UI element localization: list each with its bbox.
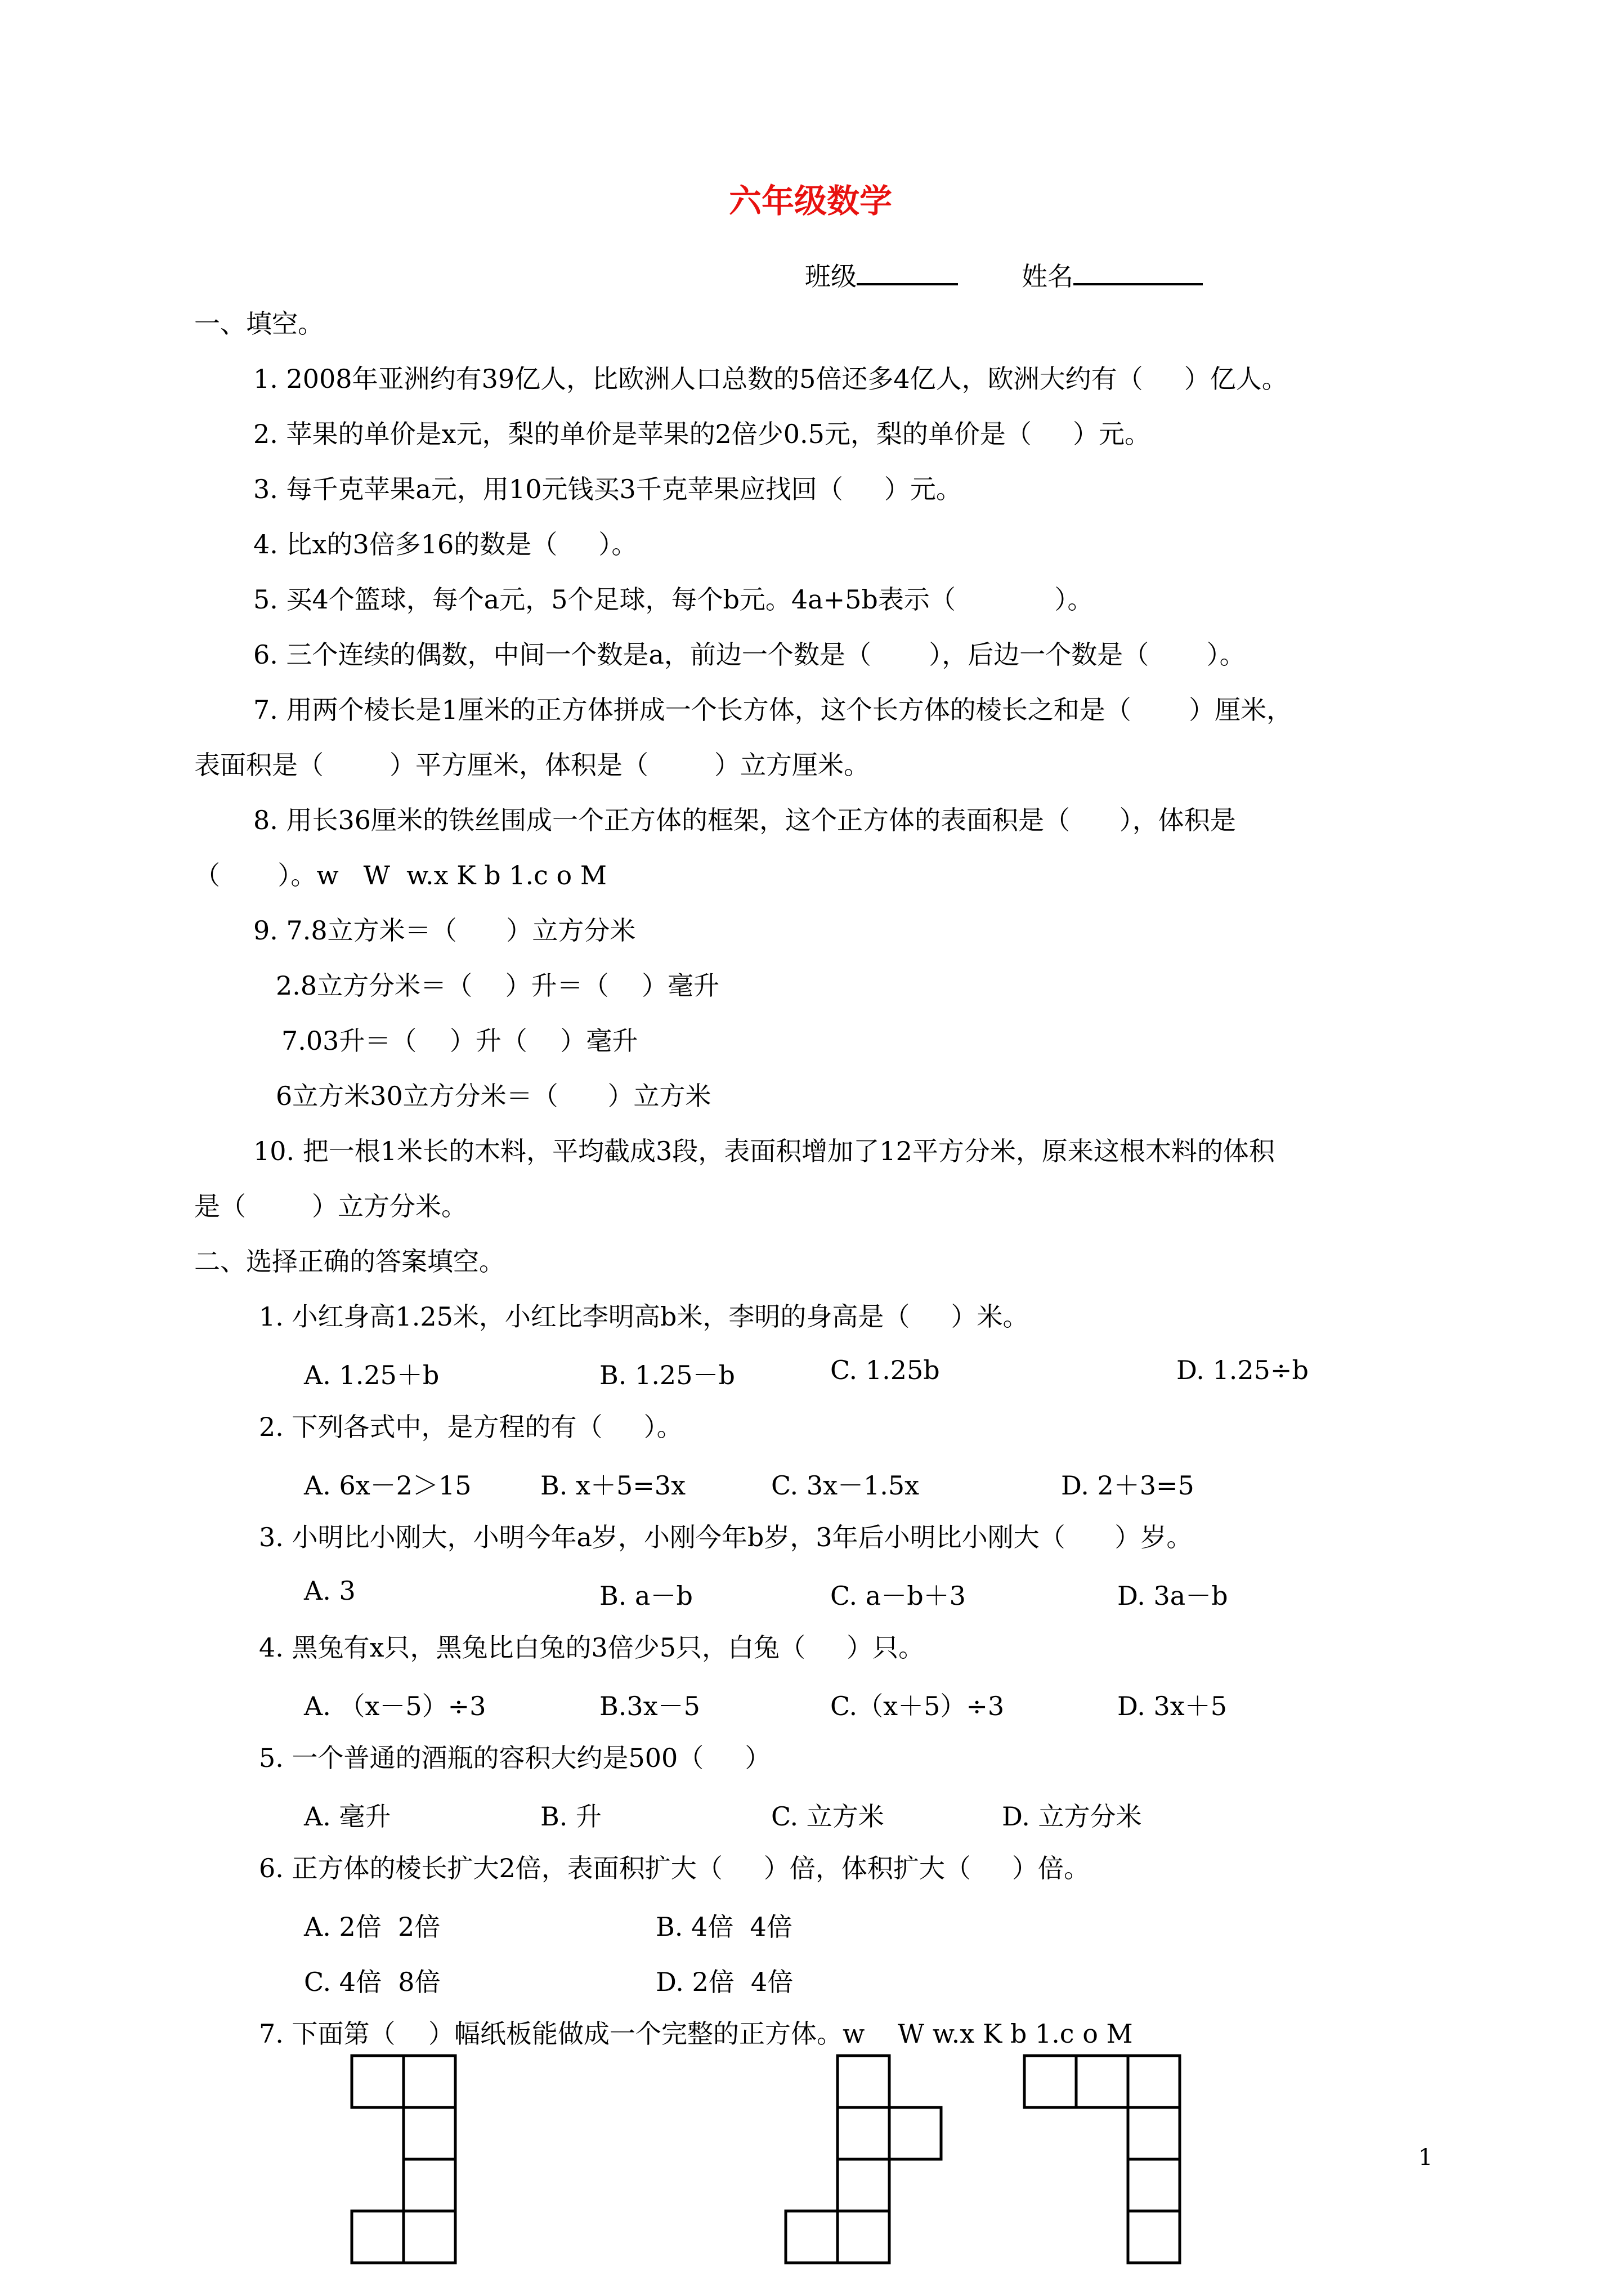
q5-option-d[interactable]: D. 立方分米 (1002, 1801, 1142, 1832)
net3-square (1128, 2056, 1180, 2107)
q1-option-a[interactable]: A. 1.25＋b (304, 1360, 440, 1390)
q2-option-d[interactable]: D. 2＋3=5 (1061, 1470, 1194, 1501)
fill-question-9d: 6立方米30立方分米＝（ ）立方米 (276, 1081, 711, 1111)
net3-square (1128, 2211, 1180, 2263)
net1-square (352, 2056, 404, 2107)
net3-square (1128, 2159, 1180, 2211)
fill-question-9: 9. 7.8立方米＝（ ）立方分米 (253, 915, 636, 946)
net1-square (404, 2159, 455, 2211)
q3-option-c[interactable]: C. a－b＋3 (830, 1581, 966, 1611)
q4-option-d[interactable]: D. 3x＋5 (1117, 1691, 1227, 1721)
choice-question-3: 3. 小明比小刚大，小明今年a岁，小刚今年b岁，3年后小明比小刚大（ ）岁。 (259, 1522, 1193, 1552)
net2-square (838, 2159, 889, 2211)
q4-option-a[interactable]: A. （x－5）÷3 (304, 1691, 486, 1721)
q6-option-b[interactable]: B. 4倍 4倍 (656, 1912, 792, 1942)
fill-question-8-cont: （ ）。w W w.x K b 1.c o M (194, 860, 607, 890)
fill-question-7: 7. 用两个棱长是1厘米的正方体拼成一个长方体，这个长方体的棱长之和是（ ）厘米， (253, 695, 1293, 725)
q4-option-b[interactable]: B.3x－5 (599, 1691, 700, 1721)
net3-square (1128, 2107, 1180, 2159)
q2-option-a[interactable]: A. 6x－2＞15 (304, 1470, 472, 1501)
choice-question-1: 1. 小红身高1.25米，小红比李明高b米，李明的身高是（ ）米。 (259, 1301, 1029, 1332)
q5-option-c[interactable]: C. 立方米 (771, 1801, 884, 1832)
section2-heading: 二、选择正确的答案填空。 (194, 1246, 505, 1277)
net3-square (1076, 2056, 1128, 2107)
name-label: 姓名 (1022, 261, 1073, 292)
fill-question-6: 6. 三个连续的偶数，中间一个数是a，前边一个数是（ ），后边一个数是（ ）。 (253, 639, 1246, 670)
cube-net-3[interactable] (1024, 2056, 1180, 2263)
section1-heading: 一、填空。 (194, 308, 324, 339)
choice-question-4: 4. 黑兔有x只，黑兔比白兔的3倍少5只，白兔（ ）只。 (259, 1632, 925, 1663)
q1-option-c[interactable]: C. 1.25b (830, 1355, 940, 1385)
fill-question-8: 8. 用长36厘米的铁丝围成一个正方体的框架，这个正方体的表面积是（ ），体积是 (253, 805, 1236, 835)
fill-question-10: 10. 把一根1米长的木料，平均截成3段，表面积增加了12平方分米，原来这根木料的体积 (253, 1136, 1275, 1166)
fill-question-7-cont: 表面积是（ ）平方厘米，体积是（ ）立方厘米。 (194, 750, 870, 780)
net1-square (404, 2211, 455, 2263)
fill-question-10-cont: 是（ ）立方分米。 (194, 1191, 467, 1221)
q3-option-b[interactable]: B. a－b (599, 1581, 693, 1611)
net2-square (889, 2107, 941, 2159)
q6-option-a[interactable]: A. 2倍 2倍 (304, 1912, 441, 1942)
q6-option-c[interactable]: C. 4倍 8倍 (304, 1967, 441, 1997)
net2-square (838, 2056, 889, 2107)
q6-option-d[interactable]: D. 2倍 4倍 (656, 1967, 794, 1997)
cube-net-1[interactable] (352, 2056, 455, 2263)
q1-option-b[interactable]: B. 1.25－b (599, 1360, 735, 1390)
cube-net-2[interactable] (786, 2056, 941, 2263)
fill-question-3: 3. 每千克苹果a元，用10元钱买3千克苹果应找回（ ）元。 (253, 474, 962, 504)
q2-option-b[interactable]: B. x＋5=3x (540, 1470, 686, 1501)
fill-question-5: 5. 买4个篮球，每个a元，5个足球，每个b元。4a+5b表示（ ）。 (253, 584, 1094, 615)
fill-question-4: 4. 比x的3倍多16的数是（ ）。 (253, 529, 638, 560)
choice-question-5: 5. 一个普通的酒瓶的容积大约是500（ ） (259, 1743, 771, 1773)
q1-option-d[interactable]: D. 1.25÷b (1176, 1355, 1309, 1385)
q3-option-a[interactable]: A. 3 (304, 1576, 356, 1606)
net3-square (1024, 2056, 1076, 2107)
fill-question-9b: 2.8立方分米＝（ ）升＝（ ）毫升 (276, 970, 720, 1001)
page-number: 1 (1418, 2145, 1433, 2170)
class-label: 班级 (805, 261, 857, 292)
net1-square (404, 2107, 455, 2159)
q5-option-b[interactable]: B. 升 (540, 1801, 602, 1832)
net2-square (838, 2107, 889, 2159)
net2-square (838, 2211, 889, 2263)
choice-question-7: 7. 下面第（ ）幅纸板能做成一个完整的正方体。w W w.x K b 1.c o M (259, 2018, 1133, 2049)
net1-square (404, 2056, 455, 2107)
net1-square (352, 2211, 404, 2263)
choice-question-6: 6. 正方体的棱长扩大2倍，表面积扩大（ ）倍，体积扩大（ ）倍。 (259, 1853, 1090, 1883)
q4-option-c[interactable]: C.（x＋5）÷3 (830, 1691, 1005, 1721)
net2-square (786, 2211, 838, 2263)
fill-question-2: 2. 苹果的单价是x元，梨的单价是苹果的2倍少0.5元，梨的单价是（ ）元。 (253, 419, 1150, 449)
fill-question-9c: 7.03升＝（ ）升（ ）毫升 (281, 1026, 638, 1056)
q2-option-c[interactable]: C. 3x－1.5x (771, 1470, 920, 1501)
fill-question-1: 1. 2008年亚洲约有39亿人，比欧洲人口总数的5倍还多4亿人，欧洲大约有（ ）亿人。 (253, 364, 1288, 394)
page-title: 六年级数学 (728, 182, 892, 220)
choice-question-2: 2. 下列各式中，是方程的有（ ）。 (259, 1412, 683, 1442)
q5-option-a[interactable]: A. 毫升 (304, 1801, 391, 1832)
q3-option-d[interactable]: D. 3a－b (1117, 1581, 1228, 1611)
